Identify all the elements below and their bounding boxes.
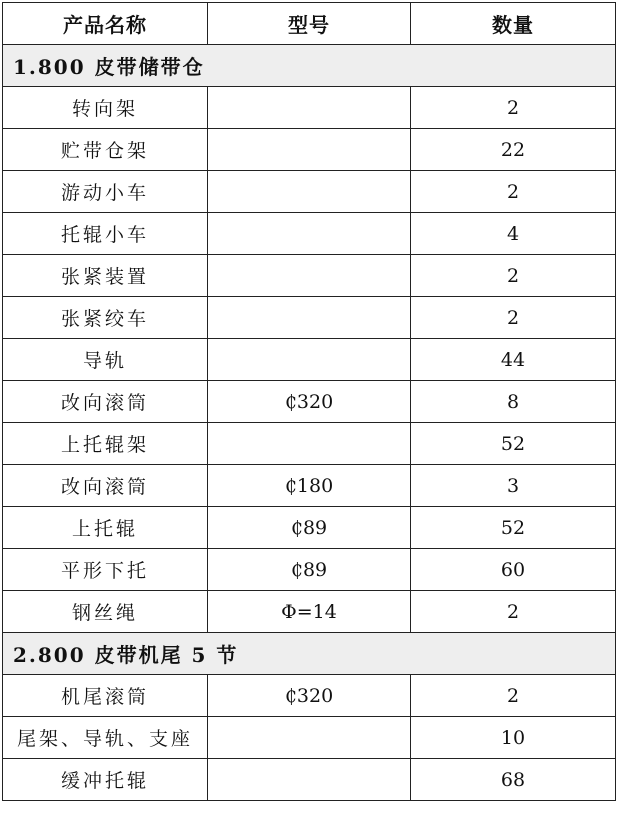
table-row bbox=[3, 339, 616, 381]
quantity-cell: 4 bbox=[411, 213, 616, 255]
product-name-cell: 上托辊 bbox=[3, 507, 208, 549]
product-name-cell: 张紧绞车 bbox=[3, 297, 208, 339]
table-row bbox=[3, 129, 616, 171]
quantity-cell: 2 bbox=[411, 171, 616, 213]
table-row bbox=[3, 423, 616, 465]
quantity-cell: 22 bbox=[411, 129, 616, 171]
quantity-cell: 8 bbox=[411, 381, 616, 423]
header-model: 型号 bbox=[208, 3, 411, 45]
quantity-cell: 3 bbox=[411, 465, 616, 507]
model-cell bbox=[208, 87, 411, 129]
product-name-cell: 平形下托 bbox=[3, 549, 208, 591]
header-row bbox=[3, 3, 616, 45]
quantity-cell: 52 bbox=[411, 507, 616, 549]
table-row bbox=[3, 171, 616, 213]
quantity-cell: 10 bbox=[411, 717, 616, 759]
model-cell: ₵180 bbox=[208, 465, 411, 507]
product-name-cell: 缓冲托辊 bbox=[3, 759, 208, 801]
model-cell bbox=[208, 717, 411, 759]
table-row bbox=[3, 507, 616, 549]
section-row bbox=[3, 45, 616, 87]
quantity-cell: 60 bbox=[411, 549, 616, 591]
product-name-cell: 改向滚筒 bbox=[3, 381, 208, 423]
product-name-cell: 尾架、导轨、支座 bbox=[3, 717, 208, 759]
table-row bbox=[3, 297, 616, 339]
table-body bbox=[3, 3, 616, 801]
table-row bbox=[3, 549, 616, 591]
quantity-cell: 52 bbox=[411, 423, 616, 465]
section-title: 1.800 皮带储带仓 bbox=[3, 45, 616, 87]
quantity-cell: 2 bbox=[411, 591, 616, 633]
model-cell bbox=[208, 423, 411, 465]
table-row bbox=[3, 759, 616, 801]
product-name-cell: 托辊小车 bbox=[3, 213, 208, 255]
quantity-cell: 2 bbox=[411, 297, 616, 339]
product-name-cell: 贮带仓架 bbox=[3, 129, 208, 171]
quantity-cell: 44 bbox=[411, 339, 616, 381]
section-title: 2.800 皮带机尾 5 节 bbox=[3, 633, 616, 675]
table-row bbox=[3, 255, 616, 297]
model-cell bbox=[208, 171, 411, 213]
table-row bbox=[3, 213, 616, 255]
header-product-name: 产品名称 bbox=[3, 3, 208, 45]
quantity-cell: 2 bbox=[411, 87, 616, 129]
model-cell: ₵89 bbox=[208, 507, 411, 549]
model-cell: Φ=14 bbox=[208, 591, 411, 633]
product-name-cell: 转向架 bbox=[3, 87, 208, 129]
table-row bbox=[3, 717, 616, 759]
product-name-cell: 机尾滚筒 bbox=[3, 675, 208, 717]
model-cell: ₵89 bbox=[208, 549, 411, 591]
quantity-cell: 2 bbox=[411, 675, 616, 717]
equipment-table bbox=[2, 2, 616, 801]
quantity-cell: 68 bbox=[411, 759, 616, 801]
header-quantity: 数量 bbox=[411, 3, 616, 45]
model-cell: ₵320 bbox=[208, 381, 411, 423]
table-row bbox=[3, 465, 616, 507]
model-cell bbox=[208, 297, 411, 339]
product-name-cell: 上托辊架 bbox=[3, 423, 208, 465]
product-name-cell: 游动小车 bbox=[3, 171, 208, 213]
model-cell: ₵320 bbox=[208, 675, 411, 717]
model-cell bbox=[208, 759, 411, 801]
model-cell bbox=[208, 213, 411, 255]
quantity-cell: 2 bbox=[411, 255, 616, 297]
model-cell bbox=[208, 129, 411, 171]
section-row bbox=[3, 633, 616, 675]
product-name-cell: 钢丝绳 bbox=[3, 591, 208, 633]
model-cell bbox=[208, 255, 411, 297]
table-row bbox=[3, 381, 616, 423]
table-row bbox=[3, 675, 616, 717]
table-row bbox=[3, 87, 616, 129]
product-name-cell: 导轨 bbox=[3, 339, 208, 381]
product-name-cell: 改向滚筒 bbox=[3, 465, 208, 507]
model-cell bbox=[208, 339, 411, 381]
product-name-cell: 张紧装置 bbox=[3, 255, 208, 297]
table-row bbox=[3, 591, 616, 633]
